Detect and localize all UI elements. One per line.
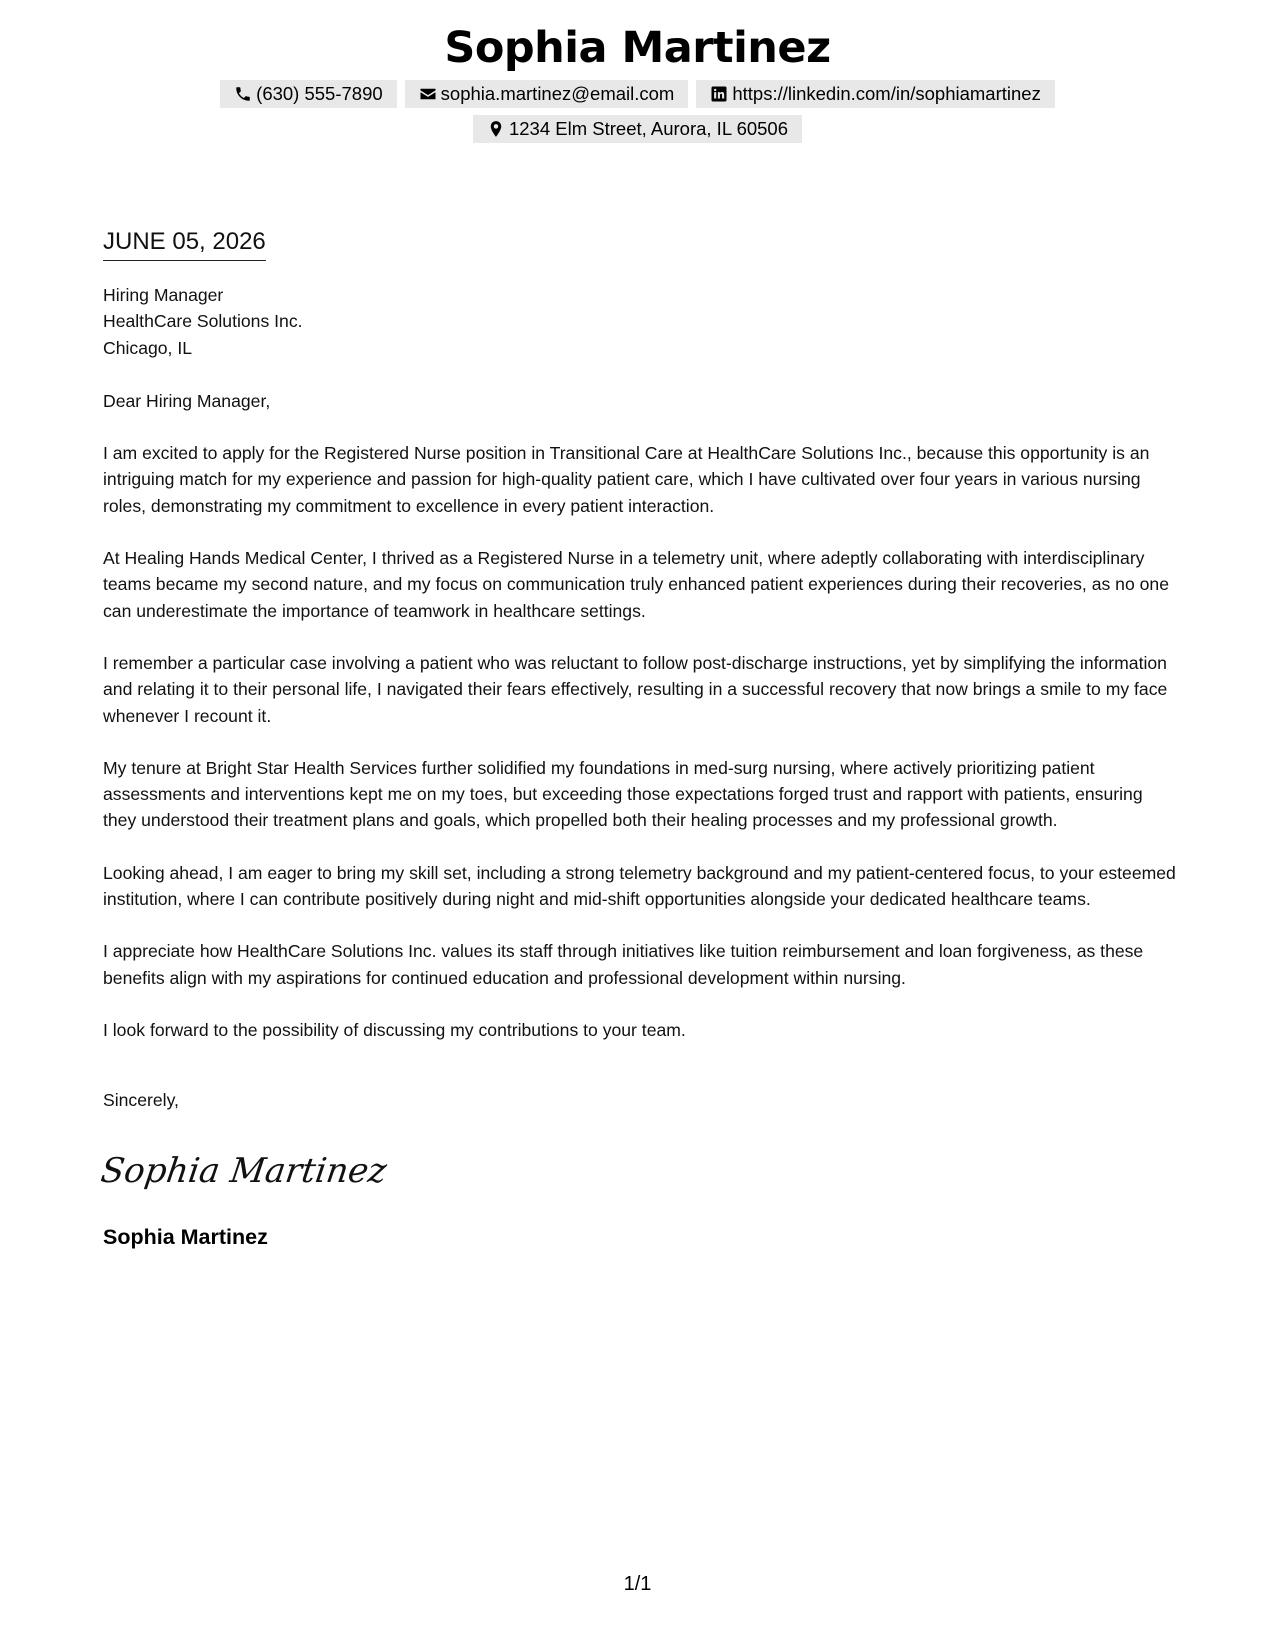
sender-name: Sophia Martinez (444, 23, 831, 73)
phone-number: (630) 555-7890 (256, 83, 383, 104)
letter-header (0, 22, 1275, 143)
letter-date: JUNE 05, 2026 (103, 226, 266, 261)
email-address[interactable]: sophia.martinez@email.com (440, 83, 675, 104)
email-chip (405, 80, 689, 108)
map-marker-icon (487, 120, 505, 138)
paragraph-7: I look forward to the possibility of discussing my contributions to your team. (103, 1019, 686, 1040)
letter-body (98, 226, 1178, 1250)
recipient-location: Chicago, IL (103, 337, 192, 358)
paragraph-5: Looking ahead, I am eager to bring my skill set, including a strong telemetry background and my patient-centered focus, to your esteemed institution, where I can contribute positively during night and mid-shift opportunities alongside your dedicated healthcare teams. (103, 862, 1176, 910)
handwritten-signature (98, 1144, 390, 1194)
paragraph-2: At Healing Hands Medical Center, I thrived as a Registered Nurse in a telemetry unit, where adeptly collaborating with interdisciplinary teams became my second nature, and my focus on communication truly enhanced patient experiences during their recoveries, as no one can underestimate the importance of teamwork in healthcare settings. (103, 548, 1169, 621)
recipient-company: HealthCare Solutions Inc. (103, 311, 303, 332)
street-address: 1234 Elm Street, Aurora, IL 60506 (508, 118, 789, 139)
recipient-title: Hiring Manager (103, 285, 224, 305)
paragraph-1: I am excited to apply for the Registered Nurse position in Transitional Care at HealthCare Solutions Inc., because this opportunity is an intriguing match for my experience and passion for high-quality patient care, which I have cultivated over four years in various nursing roles, demonstrating my commitment to excellence in every patient interaction. (103, 443, 1150, 516)
phone-chip (220, 80, 397, 108)
linkedin-url[interactable]: https://linkedin.com/in/sophiamartinez (732, 83, 1041, 104)
contact-row-primary (0, 80, 1275, 108)
phone-icon (234, 85, 252, 103)
signed-name: Sophia Martinez (103, 1224, 268, 1249)
recipient-block (103, 282, 1178, 361)
linkedin-icon (710, 85, 728, 103)
contact-row-secondary (0, 115, 1275, 143)
salutation: Dear Hiring Manager, (103, 390, 271, 411)
closing: Sincerely, (103, 1090, 179, 1111)
page-indicator: 1/1 (623, 1573, 652, 1595)
linkedin-chip (696, 80, 1054, 108)
address-chip (473, 115, 802, 143)
envelope-icon (419, 85, 437, 103)
paragraph-3: I remember a particular case involving a patient who was reluctant to follow post-discharge instructions, yet by simplifying the information and relating it to their personal life, I navigated their fears effectively, resulting in a successful recovery that now brings a smile to my face whenever I recount it. (103, 652, 1168, 726)
paragraph-6: I appreciate how HealthCare Solutions Inc. values its staff through initiatives like tuition reimbursement and loan forgiveness, as these benefits align with my aspirations for continued education and professional development within nursing. (103, 941, 1144, 988)
paragraph-4: My tenure at Bright Star Health Services further solidified my foundations in med-surg nursing, where actively prioritizing patient assessments and interventions kept me on my toes, but exceeding those expectations forged trust and rapport with patients, ensuring they understood their treatment plans and goals, which propelled both their healing processes and my professional growth. (103, 757, 1143, 831)
signature-text: Sophia Martinez (98, 1150, 390, 1191)
